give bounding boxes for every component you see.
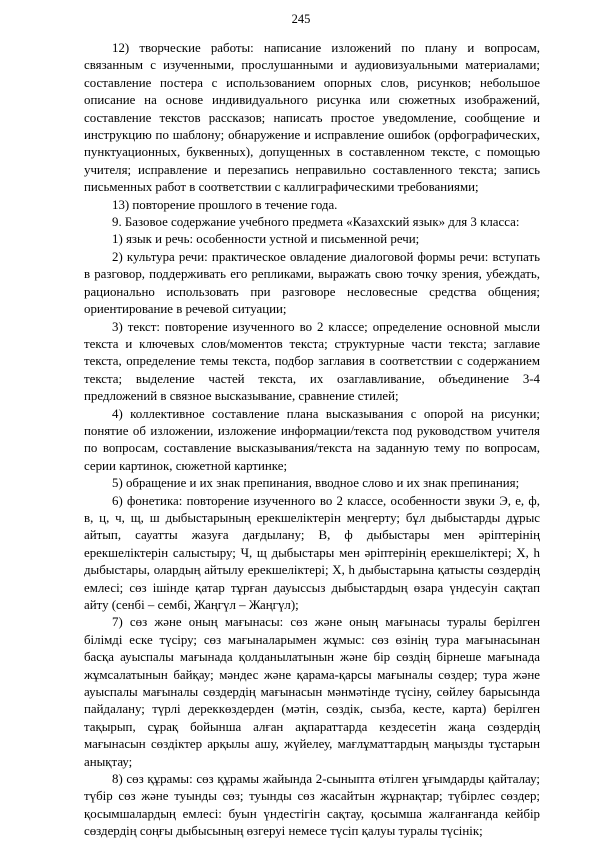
paragraph: 4) коллективное составление плана высказывания с опорой на рисунки; понятие об изложении, изложение информации/текста под руководством учителя по вопросам, составление высказывания/текста на заданную тему по вопросам, серии картинок, сюжетной картинке; bbox=[84, 406, 540, 473]
paragraph: 2) культура речи: практическое овладение диалоговой формы речи: вступать в разговор, поддерживать его репликами, выражать свою точку зрения, убеждать, рационально использовать при разговоре несловесные средства общения; ориентирование в речевой ситуации; bbox=[84, 249, 540, 317]
paragraph: 13) повторение прошлого в течение года. bbox=[112, 197, 338, 212]
paragraph: 6) фонетика: повторение изученного во 2 классе, особенности звуки Э, е, ф, в, ц, ч, щ, ш дыбыстарының ерекшеліктерін меңгерту; бұл дыбыстарды дұрыс айтып, сауатты жазуға дағдылану; В, ф дыбыстары мен әріптерінің ерекшеліктерін салыстыру; Ч, щ дыбыстары мен әріптерінің ерекшеліктері; Х, һ дыбыстары, олардың айтылу ерекшеліктері; Х, һ дыбыстарына қатысты сөздердің емлесі; сөз ішінде қатар тұрған дауыссыз дыбыстардың өзара үндесуін сақтап айту (сенбі – сембі, Жаңгүл – Жаңгүл); bbox=[84, 493, 540, 612]
paragraph: 7) сөз және оның мағынасы: сөз және оның мағынасы туралы берілген білімді еске түсіру; сөз мағыналарымен жұмыс: сөз өзінің тура мағынасынан басқа ауыспалы мағынада қолданылатынын және бір сөздің бірнеше мағынада жұмсалатынын байқау; мәндес және қарама-қарсы мағыналы сөздер; тура және ауыспалы мағыналы сөздердің мағынасын мәнмәтінде түсіну, сөйлеу барысында пайдалану; түрлі дереккөздерден (мәтін, сөздік, сызба, кесте, карта) берілген тақырып, сұрақ бойынша алған ақпараттарда кездесетін жаңа сөздердің мағынасын сөздіктер арқылы ашу, жүйелеу, мағлұматтардың маңызды тұстарын анықтау; bbox=[84, 615, 540, 769]
paragraph: 1) язык и речь: особенности устной и письменной речи; bbox=[112, 232, 420, 247]
paragraph: 3) текст: повторение изученного во 2 классе; определение основной мысли текста и ключевых слов/моментов текста; структурные части текста; заглавие текста, определение темы текста, подбор заглавия в соответствии с содержанием текста; выделение частей текста, их озаглавливание, объединение 3-4 предложений в связное высказывание, сравнение стилей; bbox=[84, 319, 540, 404]
paragraph: 12) творческие работы: написание изложений по плану и вопросам, связанным с изученными, прослушанными и аудиовизуальными материалами; составление постера с использованием опорных слов, рисунков; небольшое описание на основе индивидуального рисунка или сюжетных изображений, составление текстов рассказов; написать простое уведомление, сообщение и инструкцию по шаблону; обнаружение и исправление ошибок (орфографических, пунктуационных, буквенных), допущенных в составленном тексте, с помощью учителя; исправление и перезапись неправильно составленного текста; запись письменных работ в соответствии с каллиграфическими требованиями; bbox=[84, 41, 540, 195]
page-number: 245 bbox=[291, 12, 311, 26]
paragraph: 8) сөз құрамы: сөз құрамы жайында 2-сыныпта өтілген ұғымдарды қайталау; түбір сөз және туынды сөз; туынды сөз жасайтын жұрнақтар; түбірлес сөздер; қосымшалардың емлесі: буын үндестігін сақтау, қосымша жалғанғанда кейбір сөздердің соңғы дыбысының өзгеруі немесе түсіп қалуы туралы түсінік; bbox=[84, 772, 540, 839]
paragraph: 9. Базовое содержание учебного предмета «Казахский язык» для 3 класса: bbox=[112, 215, 520, 230]
document-body bbox=[84, 40, 540, 841]
paragraph: 5) обращение и их знак препинания, вводное слово и их знак препинания; bbox=[112, 476, 520, 491]
